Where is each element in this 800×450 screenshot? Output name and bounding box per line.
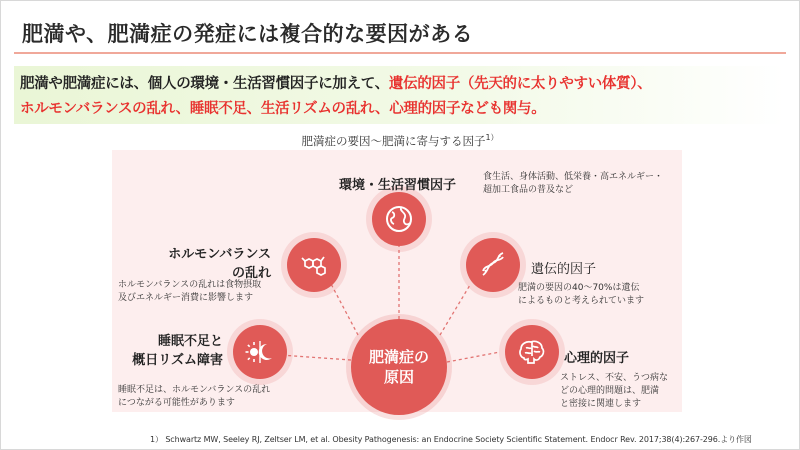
connector-psychological	[447, 352, 500, 362]
molecule-icon	[298, 249, 330, 281]
reference-footnote: 1） Schwartz MW, Seeley RJ, Zeltser LM, et al. Obesity Pathogenesis: an Endocrine Society Scientific Statement. Endocr Rev. 2017;38(4):267-296.より作図	[150, 435, 752, 444]
psychological-factor-description	[560, 372, 668, 411]
sleep-desc-line-1: 睡眠不足は、ホルモンバランスの乱れ	[118, 385, 271, 395]
sleep-factor-icon-circle	[233, 325, 287, 379]
psychological-factor-label: 心理的因子	[564, 351, 630, 366]
environment-desc-line-2: 超加工食品の普及など	[483, 185, 574, 196]
connector-genetic	[440, 285, 470, 335]
environment-factor-description	[483, 171, 663, 197]
genetic-desc-line-2: によるものと考えられています	[518, 296, 645, 307]
summary-text-red: 遺伝的因子（先天的に太りやすい体質）、	[388, 76, 652, 92]
connector-sleep	[280, 355, 351, 360]
sleep-factor-label	[127, 330, 223, 368]
environment-factor-icon-circle	[372, 192, 426, 246]
center-label-line-1: 肥満症の	[368, 347, 429, 366]
genetic-factor-description	[518, 282, 644, 308]
sleep-desc-line-2: につながる可能性があります	[118, 398, 235, 409]
psychological-factor-icon-circle	[505, 325, 559, 379]
psychological-desc-line-3: と密接に関連します	[560, 399, 642, 410]
hormone-factor-label	[161, 243, 271, 281]
summary-line-2: ホルモンバランスの乱れ、睡眠不足、生活リズムの乱れ、心理的因子なども関与。	[20, 101, 546, 117]
hormone-desc-line-2: 及びエネルギー消費に影響します	[118, 293, 254, 304]
sleep-label-line-1: 睡眠不足と	[157, 334, 223, 349]
center-label-line-2: 原因	[383, 368, 414, 386]
psychological-desc-line-2: どの心理的問題は、肥満	[560, 386, 660, 397]
page-title: 肥満や、肥満症の発症には複合的な要因がある	[22, 22, 474, 46]
hormone-label-line-2: の乱れ	[231, 266, 271, 281]
globe-icon	[383, 203, 415, 235]
summary-text-dark: 肥満や肥満症には、個人の環境・生活習慣因子に加えて、	[20, 76, 389, 92]
dna-icon	[477, 249, 509, 281]
environment-factor-label: 環境・生活習慣因子	[339, 178, 457, 193]
brain-icon	[516, 336, 548, 368]
diagram-title-footnote-mark: 1）	[485, 133, 499, 142]
sleep-label-line-2: 概日リズム障害	[132, 353, 223, 368]
genetic-factor-label: 遺伝的因子	[531, 262, 597, 277]
psychological-desc-line-1: ストレス、不安、うつ病な	[560, 373, 669, 383]
connector-hormone	[330, 282, 358, 335]
hormone-desc-line-1: ホルモンバランスの乱れは食物摂取	[118, 280, 262, 290]
genetic-desc-line-1: 肥満の要因の40〜70%は遺伝	[518, 283, 640, 293]
diagram-title-text: 肥満症の要因〜肥満に寄与する因子	[301, 133, 486, 148]
environment-desc-line-1: 食生活、身体活動、低栄養・高エネルギー・	[483, 172, 664, 182]
hormone-label-line-1: ホルモンバランス	[168, 247, 271, 262]
hormone-factor-description	[118, 279, 261, 305]
sun-moon-icon	[244, 336, 276, 368]
center-obesity-cause-circle	[351, 319, 447, 415]
hormone-factor-icon-circle	[287, 238, 341, 292]
genetic-factor-icon-circle	[466, 238, 520, 292]
sleep-factor-description	[118, 384, 270, 410]
